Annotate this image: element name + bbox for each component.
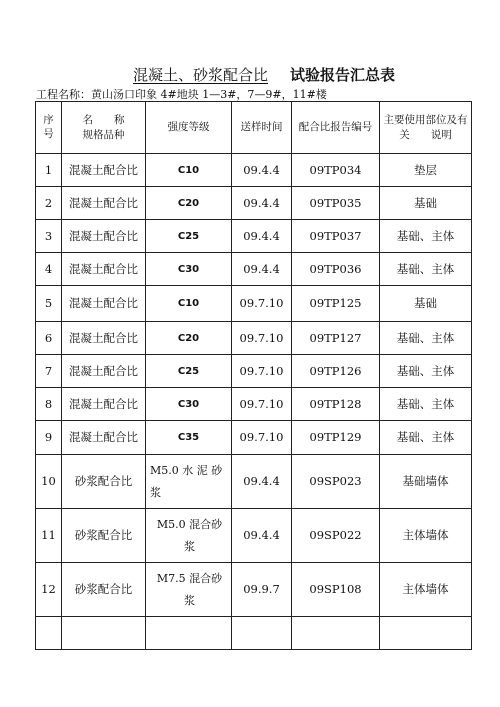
cell-name: 混凝土配合比 [62, 286, 146, 322]
cell-date: 09.7.10 [232, 421, 292, 455]
cell-grade: C25 [146, 220, 232, 253]
cell-date: 09.4.4 [232, 455, 292, 509]
cell-report: 09TP035 [292, 187, 380, 220]
cell-purpose: 基础 [380, 187, 472, 220]
cell-date: 09.7.10 [232, 286, 292, 322]
cell-report: 09TP127 [292, 322, 380, 355]
header-report: 配合比报告编号 [292, 102, 380, 154]
cell-empty [36, 617, 62, 650]
cell-no: 7 [36, 355, 62, 388]
cell-empty [380, 617, 472, 650]
cell-grade: M5.0 混合砂 浆 [146, 509, 232, 563]
cell-name: 混凝土配合比 [62, 355, 146, 388]
header-date: 送样时间 [232, 102, 292, 154]
header-grade: 强度等级 [146, 102, 232, 154]
cell-name: 混凝土配合比 [62, 154, 146, 187]
cell-no: 6 [36, 322, 62, 355]
table-row [36, 421, 472, 455]
report-title [0, 64, 500, 85]
cell-no: 9 [36, 421, 62, 455]
cell-grade: C30 [146, 388, 232, 421]
cell-purpose: 基础、主体 [380, 322, 472, 355]
cell-grade: C20 [146, 187, 232, 220]
cell-no: 11 [36, 509, 62, 563]
cell-grade: C25 [146, 355, 232, 388]
table-row [36, 154, 472, 187]
cell-no: 12 [36, 563, 62, 617]
cell-name: 砂浆配合比 [62, 509, 146, 563]
cell-report: 09SP108 [292, 563, 380, 617]
table-row-empty [36, 617, 472, 650]
table-row [36, 388, 472, 421]
cell-name: 混凝土配合比 [62, 187, 146, 220]
cell-date: 09.9.7 [232, 563, 292, 617]
cell-no: 4 [36, 253, 62, 286]
cell-grade: C30 [146, 253, 232, 286]
cell-no: 8 [36, 388, 62, 421]
cell-no: 1 [36, 154, 62, 187]
cell-grade: C10 [146, 286, 232, 322]
table-header-row [36, 102, 472, 154]
cell-grade: C35 [146, 421, 232, 455]
cell-date: 09.4.4 [232, 253, 292, 286]
cell-purpose: 基础、主体 [380, 388, 472, 421]
project-name-line: 工程名称：黄山汤口印象 4#地块 1—3#，7—9#，11#楼 [36, 88, 327, 101]
cell-purpose: 垫层 [380, 154, 472, 187]
table-row [36, 509, 472, 563]
cell-no: 5 [36, 286, 62, 322]
cell-name: 混凝土配合比 [62, 322, 146, 355]
cell-name: 混凝土配合比 [62, 421, 146, 455]
cell-empty [146, 617, 232, 650]
cell-no: 2 [36, 187, 62, 220]
cell-purpose: 基础、主体 [380, 421, 472, 455]
cell-purpose: 基础 [380, 286, 472, 322]
cell-empty [232, 617, 292, 650]
cell-name: 混凝土配合比 [62, 253, 146, 286]
cell-purpose: 主体墙体 [380, 509, 472, 563]
cell-name: 砂浆配合比 [62, 563, 146, 617]
cell-name: 砂浆配合比 [62, 455, 146, 509]
cell-report: 09TP125 [292, 286, 380, 322]
cell-date: 09.4.4 [232, 187, 292, 220]
cell-date: 09.4.4 [232, 509, 292, 563]
cell-report: 09TP126 [292, 355, 380, 388]
cell-purpose: 主体墙体 [380, 563, 472, 617]
cell-empty [292, 617, 380, 650]
table-row [36, 455, 472, 509]
cell-purpose: 基础、主体 [380, 355, 472, 388]
cell-no: 3 [36, 220, 62, 253]
cell-report: 09SP022 [292, 509, 380, 563]
title-part-2: 试验报告汇总表 [290, 66, 396, 84]
cell-grade: C20 [146, 322, 232, 355]
table-row [36, 322, 472, 355]
header-name: 名 称 规格品种 [62, 102, 146, 154]
cell-purpose: 基础、主体 [380, 220, 472, 253]
table-row [36, 253, 472, 286]
table-row [36, 187, 472, 220]
table-row [36, 355, 472, 388]
cell-report: 09TP128 [292, 388, 380, 421]
cell-date: 09.7.10 [232, 322, 292, 355]
cell-empty [62, 617, 146, 650]
title-part-1: 混凝土、砂浆配合比 [132, 66, 268, 84]
cell-grade: M7.5 混合砂 浆 [146, 563, 232, 617]
summary-table [35, 101, 472, 650]
cell-report: 09TP036 [292, 253, 380, 286]
cell-date: 09.7.10 [232, 355, 292, 388]
cell-report: 09TP129 [292, 421, 380, 455]
table-row [36, 220, 472, 253]
cell-date: 09.7.10 [232, 388, 292, 421]
table-row [36, 286, 472, 322]
cell-report: 09SP023 [292, 455, 380, 509]
header-no: 序 号 [36, 102, 62, 154]
cell-report: 09TP037 [292, 220, 380, 253]
cell-purpose: 基础、主体 [380, 253, 472, 286]
cell-purpose: 基础墙体 [380, 455, 472, 509]
cell-no: 10 [36, 455, 62, 509]
cell-name: 混凝土配合比 [62, 388, 146, 421]
cell-report: 09TP034 [292, 154, 380, 187]
cell-date: 09.4.4 [232, 220, 292, 253]
cell-grade: M5.0 水 泥 砂 浆 [146, 455, 232, 509]
cell-date: 09.4.4 [232, 154, 292, 187]
cell-name: 混凝土配合比 [62, 220, 146, 253]
cell-grade: C10 [146, 154, 232, 187]
table-row [36, 563, 472, 617]
header-purpose: 主要使用部位及有 关 说明 [380, 102, 472, 154]
